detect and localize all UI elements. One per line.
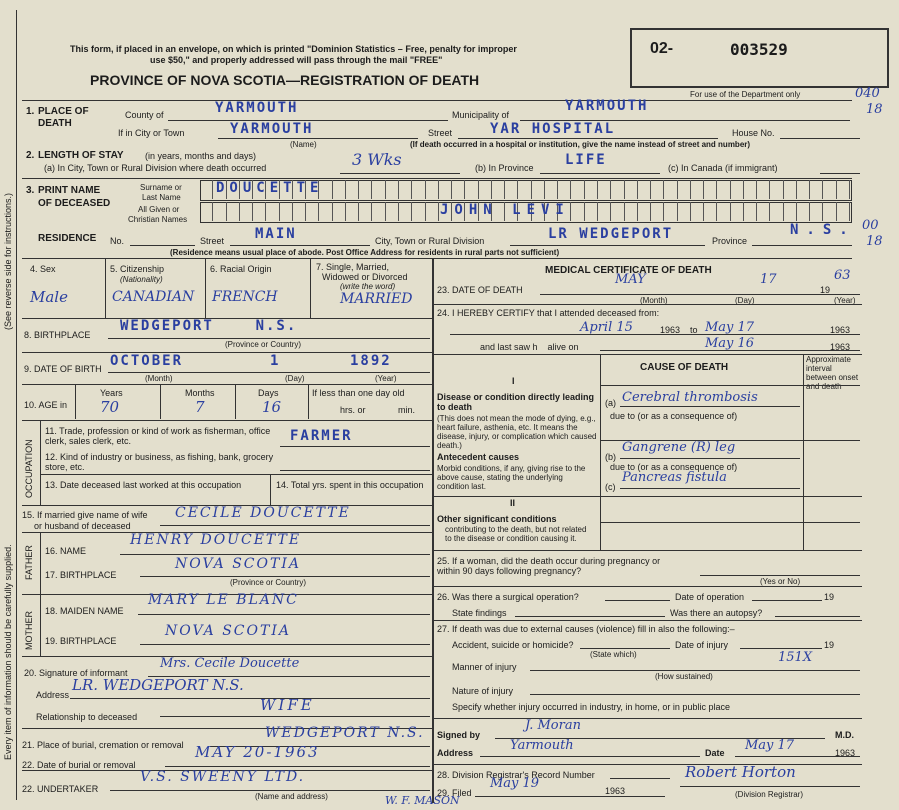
city-name-hint: (Name): [290, 140, 317, 149]
years-label: Years: [100, 388, 123, 398]
death-month-hint: (Month): [640, 296, 668, 305]
q1-label: PLACE OF DEATH: [38, 106, 89, 129]
citizenship-label: 5. Citizenship: [110, 264, 165, 274]
birthplace-label: 8. BIRTHPLACE: [24, 330, 91, 340]
due-to-b: due to (or as a consequence of): [610, 462, 738, 472]
signed-date[interactable]: May 17: [745, 738, 795, 753]
father-birthplace[interactable]: NOVA SCOTIA: [175, 556, 301, 572]
cause-b-marker: (b): [605, 452, 616, 462]
lastsaw-value[interactable]: May 16: [705, 336, 755, 351]
q27-state-hint: (State which): [590, 650, 637, 659]
q3-label1: PRINT NAME: [38, 185, 101, 196]
undertaker-label: 22. UNDERTAKER: [22, 784, 99, 794]
q1-num: 1.: [26, 106, 35, 117]
informant-relationship[interactable]: WIFE: [260, 696, 315, 714]
q2a-value[interactable]: 3 Wks: [352, 150, 402, 169]
cause-c-marker: (c): [605, 482, 616, 492]
side-instructions-2: Every item of information should be carefully supplied.: [3, 544, 13, 760]
reg-number: 003529: [730, 40, 788, 59]
attended-from-year: 1963: [660, 325, 681, 335]
residence-no-label: No.: [110, 236, 125, 246]
signed-date-year: 1963: [835, 748, 856, 758]
burial-date[interactable]: MAY 20-1963: [195, 743, 320, 761]
dob-month[interactable]: OCTOBER: [110, 353, 184, 369]
dob-year[interactable]: 1892: [350, 353, 392, 369]
municipality-value[interactable]: YARMOUTH: [565, 98, 649, 114]
medical-title: MEDICAL CERTIFICATE OF DEATH: [545, 265, 712, 276]
lessday-label2: hrs. or: [340, 405, 366, 415]
disease-hint: (This does not mean the mode of dying, e.g., heart failure, asthenia, etc. It means the disease, injury, or complication which caused death.): [437, 414, 597, 450]
q2b-value[interactable]: LIFE: [565, 152, 607, 168]
citizenship-value[interactable]: CANADIAN: [112, 289, 195, 305]
signed-address-label: Address: [437, 748, 474, 758]
lessday-label1: If less than one day old: [312, 388, 405, 398]
municipality-label: Municipality of: [452, 110, 510, 120]
dob-day[interactable]: 1: [270, 353, 281, 369]
given-label1: All Given or: [138, 205, 180, 214]
mother-maiden-label: 18. MAIDEN NAME: [45, 606, 124, 616]
wife-value[interactable]: CECILE DOUCETTE: [175, 505, 351, 521]
informant-address-label: Address: [36, 690, 70, 700]
q3-label2: OF DECEASED: [38, 198, 111, 209]
surname-label1: Surname or: [140, 183, 182, 192]
reg-prefix: 02-: [650, 40, 674, 57]
q2b-label: (b) In Province: [475, 163, 534, 173]
cause-c[interactable]: Pancreas fistula: [622, 470, 727, 485]
dept-code-2b: 18: [866, 234, 883, 249]
burial-date-label: 22. Date of burial or removal: [22, 760, 136, 770]
citizenship-hint: (Nationality): [120, 275, 163, 284]
racial-label: 6. Racial Origin: [210, 264, 272, 274]
attended-to-label: to: [690, 325, 698, 335]
q27-manner-label: Manner of injury: [452, 662, 517, 672]
city-value[interactable]: YARMOUTH: [230, 121, 314, 137]
residence-street[interactable]: MAIN: [255, 226, 297, 242]
lessday-label3: min.: [398, 405, 416, 415]
death-day-hint: (Day): [735, 296, 755, 305]
roman-2: II: [510, 498, 516, 508]
q29-label: 29. Filed: [437, 788, 472, 798]
q27-accident-label: Accident, suicide or homicide?: [452, 640, 574, 650]
q26-autopsy-label: Was there an autopsy?: [670, 608, 763, 618]
death-day[interactable]: 17: [760, 272, 777, 287]
death-year-hint: (Year): [834, 296, 856, 305]
father-name[interactable]: HENRY DOUCETTE: [130, 532, 302, 548]
q23-label: 23. DATE OF DEATH: [437, 285, 523, 295]
q2a-label: (a) In City, Town or Rural Division where death occurred: [44, 163, 267, 173]
birthplace-value[interactable]: WEDGEPORT N.S.: [120, 318, 298, 334]
lastsaw-year: 1963: [830, 342, 851, 352]
wife-label2: or husband of deceased: [34, 521, 131, 531]
q2-label: LENGTH OF STAY: [38, 150, 124, 161]
cause-title: CAUSE OF DEATH: [640, 362, 729, 373]
other-label: Other significant conditions: [437, 514, 557, 524]
roman-1: I: [512, 376, 515, 386]
dept-code-2: 00: [862, 218, 879, 233]
dob-year-hint: (Year): [375, 374, 397, 383]
dept-code-1: 040: [855, 86, 880, 101]
dob-day-hint: (Day): [285, 374, 305, 383]
mail-notice-line1: This form, if placed in an envelope, on which is printed "Dominion Statistics – Free, penalty for improper: [70, 44, 517, 54]
q2-num: 2.: [26, 150, 35, 161]
q26-year: 19: [824, 592, 835, 602]
mother-birthplace[interactable]: NOVA SCOTIA: [165, 623, 291, 639]
q25-label: 25. If a woman, did the death occur during pregnancy or within 90 days following pregnancy?: [437, 556, 661, 576]
death-year-prefix: 19: [820, 285, 831, 295]
father-side-label: FATHER: [24, 545, 34, 580]
q27-year: 19: [824, 640, 835, 650]
given-value[interactable]: JOHN LEVI: [440, 202, 570, 218]
residence-province-label: Province: [712, 236, 748, 246]
q27-specify-label: Specify whether injury occurred in industry, in home, or in public place: [452, 702, 730, 712]
attended-to[interactable]: May 17: [705, 320, 755, 335]
death-month[interactable]: MAY: [615, 272, 646, 287]
q2-hint: (in years, months and days): [145, 151, 257, 161]
other-hint: contributing to the death, but not related to the disease or condition causing it.: [445, 525, 587, 543]
lastsaw-label: and last saw h alive on: [480, 342, 579, 352]
dob-month-hint: (Month): [145, 374, 173, 383]
undertaker-value[interactable]: V.S. SWEENY LTD.: [140, 769, 306, 785]
q13-label: 13. Date deceased last worked at this occupation: [45, 480, 242, 490]
signed-address[interactable]: Yarmouth: [510, 738, 574, 753]
residence-city[interactable]: LR WEDGEPORT: [548, 226, 674, 242]
mother-side-label: MOTHER: [24, 611, 34, 650]
father-name-label: 16. NAME: [45, 546, 87, 556]
city-label: If in City or Town: [118, 128, 185, 138]
attended-from[interactable]: April 15: [580, 320, 633, 335]
q28-label: 28. Division Registrar's Record Number: [437, 770, 595, 780]
q27-sustained-hint: (How sustained): [655, 672, 713, 681]
sex-label: 4. Sex: [30, 264, 56, 274]
father-birthplace-label: 17. BIRTHPLACE: [45, 570, 117, 580]
q26-date-label: Date of operation: [675, 592, 745, 602]
informant-sig[interactable]: Mrs. Cecile Doucette: [160, 656, 300, 671]
attended-to-year: 1963: [830, 325, 851, 335]
q26-label: 26. Was there a surgical operation?: [437, 592, 579, 602]
county-value[interactable]: YARMOUTH: [215, 100, 299, 116]
registrar-hint: (Division Registrar): [735, 790, 804, 799]
informant-sig-label: 20. Signature of informant: [24, 668, 128, 678]
racial-value[interactable]: FRENCH: [212, 289, 278, 305]
q27-nature-label: Nature of injury: [452, 686, 514, 696]
burial-place-label: 21. Place of burial, cremation or removal: [22, 740, 184, 750]
birthplace-hint: (Province or Country): [225, 340, 302, 349]
hospital-hint: (If death occurred in a hospital or institution, give the name instead of street and number): [410, 140, 751, 149]
q27-injury-date-label: Date of injury: [675, 640, 729, 650]
cause-b[interactable]: Gangrene (R) leg: [622, 440, 736, 455]
informant-address[interactable]: LR. WEDGEPORT N.S.: [72, 676, 244, 694]
residence-label: RESIDENCE: [38, 233, 97, 244]
residence-province[interactable]: N.S.: [790, 222, 856, 238]
cause-a-marker: (a): [605, 398, 616, 408]
due-to-a: due to (or as a consequence of): [610, 411, 738, 421]
surname-label2: Last Name: [142, 193, 181, 202]
years-value[interactable]: 70: [100, 398, 120, 416]
signed-date-label: Date: [705, 748, 725, 758]
antecedent-label: Antecedent causes: [437, 452, 520, 462]
given-label2: Christian Names: [128, 215, 188, 224]
interval-label: Approximate interval between onset and death: [806, 355, 859, 391]
county-label: County of: [125, 110, 164, 120]
marital-label1: 7. Single, Married,: [316, 262, 390, 272]
surname-value[interactable]: DOUCETTE: [216, 180, 324, 196]
signed-label: Signed by: [437, 730, 481, 740]
q12-label: 12. Kind of industry or business, as fishing, bank, grocery store, etc.: [45, 452, 274, 472]
occupation-side-label: OCCUPATION: [24, 439, 34, 498]
residence-hint: (Residence means usual place of abode. Post Office Address for residents in rural parts not sufficient): [170, 248, 560, 257]
q26-findings-label: State findings: [452, 608, 507, 618]
marital-value[interactable]: MARRIED: [340, 291, 413, 307]
q14-label: 14. Total yrs. spent in this occupation: [276, 480, 424, 490]
q11-value[interactable]: FARMER: [290, 428, 353, 444]
filed-year: 1963: [605, 786, 626, 796]
form-title: PROVINCE OF NOVA SCOTIA—REGISTRATION OF DEATH: [90, 72, 480, 88]
days-label: Days: [258, 388, 279, 398]
disease-label: Disease or condition directly leading to death: [437, 392, 595, 412]
md-label: M.D.: [835, 730, 854, 740]
q27-label: 27. If death was due to external causes (violence) fill in also the following:–: [437, 624, 735, 634]
filed-value[interactable]: May 19: [490, 776, 540, 791]
q3-num: 3.: [26, 185, 35, 196]
house-label: House No.: [732, 128, 775, 138]
street-label: Street: [428, 128, 453, 138]
months-value[interactable]: 7: [195, 398, 205, 416]
marital-label3: (write the word): [340, 282, 396, 291]
mail-notice-line2: use $50," and properly addressed will pass through the mail "FREE": [150, 55, 443, 65]
q11-label: 11. Trade, profession or kind of work as fisherman, office clerk, sales clerk, etc.: [45, 426, 271, 446]
cause-a[interactable]: Cerebral thrombosis: [622, 390, 758, 405]
antecedent-hint: Morbid conditions, if any, giving rise to the above cause, stating the underlying condition last.: [437, 464, 586, 491]
age-label: 10. AGE in: [24, 400, 68, 410]
q2c-label: (c) In Canada (if immigrant): [668, 163, 778, 173]
street-value[interactable]: YAR HOSPITAL: [490, 121, 616, 137]
wife-label1: 15. If married give name of wife: [22, 510, 148, 520]
q24-label: 24. I HEREBY CERTIFY that I attended deceased from:: [437, 308, 660, 318]
days-value[interactable]: 16: [262, 398, 282, 416]
dob-label: 9. DATE OF BIRTH: [24, 364, 102, 374]
undertaker-extra: W. F. MASON: [385, 794, 460, 807]
months-label: Months: [185, 388, 215, 398]
father-birthplace-hint: (Province or Country): [230, 578, 307, 587]
undertaker-hint: (Name and address): [255, 792, 328, 801]
death-year[interactable]: 63: [834, 268, 851, 283]
dept-use: For use of the Department only: [690, 90, 801, 99]
sex-value[interactable]: Male: [30, 288, 68, 306]
marital-label2: Widowed or Divorced: [322, 272, 408, 282]
side-instructions: (See reverse side for instructions.): [3, 192, 13, 330]
residence-city-label: City, Town or Rural Division: [375, 236, 485, 246]
q25-hint: (Yes or No): [760, 577, 801, 586]
residence-street-label: Street: [200, 236, 225, 246]
registrar-signature[interactable]: Robert Horton: [685, 763, 796, 781]
informant-relationship-label: Relationship to deceased: [36, 712, 138, 722]
q27-manner-value[interactable]: 151X: [778, 650, 813, 665]
mother-birthplace-label: 19. BIRTHPLACE: [45, 636, 117, 646]
dept-code-1b: 18: [866, 102, 883, 117]
signed-value[interactable]: J. Moran: [525, 718, 581, 733]
mother-maiden[interactable]: MARY LE BLANC: [148, 592, 299, 608]
burial-place[interactable]: WEDGEPORT N.S.: [265, 725, 425, 741]
